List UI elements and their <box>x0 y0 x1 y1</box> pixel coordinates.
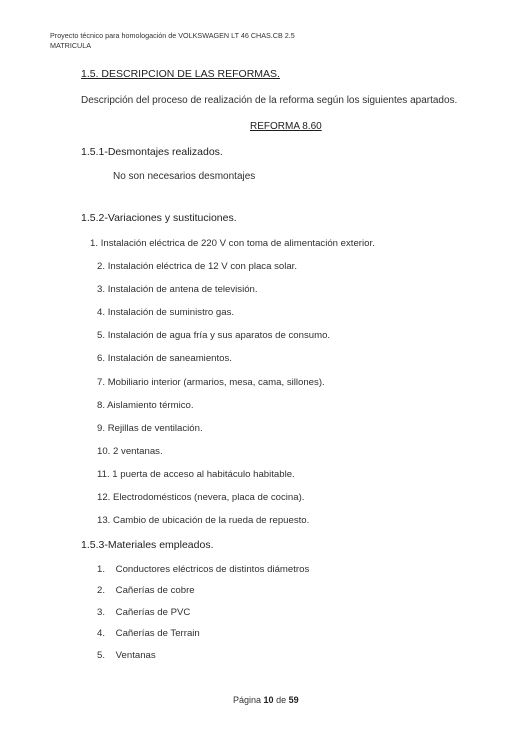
list-item <box>97 307 234 318</box>
list-item <box>97 469 295 480</box>
footer-total-pages: 59 <box>288 695 299 705</box>
list-item <box>97 564 309 575</box>
header-project-line: Proyecto técnico para homologación de VOLKSWAGEN LT 46 CHAS.CB 2.5 <box>50 31 295 40</box>
list-item-number: 1. <box>97 564 106 575</box>
section-description: Descripción del proceso de realización de la reforma según los siguientes apartados. <box>81 95 458 106</box>
list-item-text: Electrodomésticos (nevera, placa de cocina). <box>113 492 305 503</box>
list-item-text: Instalación de saneamientos. <box>107 353 232 364</box>
list-item-text: Instalación de suministro gas. <box>107 307 235 318</box>
page-header <box>50 31 295 51</box>
list-item-number: 3. <box>97 607 106 618</box>
list-item-number: 8. <box>97 400 106 411</box>
list-item-number: 13. <box>97 515 111 526</box>
list-item-text: Instalación eléctrica de 220 V con toma de alimentación exterior. <box>100 238 375 249</box>
reforma-heading: REFORMA 8.60 <box>250 121 322 132</box>
list-item <box>97 261 297 272</box>
desmontajes-text: No son necesarios desmontajes <box>113 171 256 182</box>
list-item-number: 4. <box>97 628 106 639</box>
list-item-number: 5. <box>97 650 106 661</box>
list-item <box>97 400 194 411</box>
list-item-number: 2. <box>97 261 106 272</box>
desmontajes-heading: 1.5.1-Desmontajes realizados. <box>81 146 223 158</box>
list-item-number: 6. <box>97 353 106 364</box>
list-item <box>97 423 203 434</box>
list-item-number: 7. <box>97 377 106 388</box>
list-item <box>97 446 163 457</box>
list-item-number: 4. <box>97 307 106 318</box>
list-item-number: 10. <box>97 446 111 457</box>
variaciones-heading: 1.5.2-Variaciones y sustituciones. <box>81 212 237 224</box>
list-item-number: 2. <box>97 585 106 596</box>
list-item-text: Mobiliario interior (armarios, mesa, cama, sillones). <box>107 377 325 388</box>
list-item-number: 9. <box>97 423 106 434</box>
footer-prefix: Página <box>233 695 262 705</box>
list-item-number: 12. <box>97 492 111 503</box>
list-item <box>97 607 190 618</box>
page-footer <box>233 695 299 705</box>
list-item <box>97 330 330 341</box>
list-item-text: Aislamiento térmico. <box>107 400 194 411</box>
list-item-text: 2 ventanas. <box>113 446 163 457</box>
header-matricula-line: MATRICULA <box>50 41 91 50</box>
list-item <box>97 284 258 295</box>
list-item <box>97 492 304 503</box>
list-item <box>97 650 156 661</box>
list-item-number: 5. <box>97 330 106 341</box>
footer-middle: de <box>276 695 287 705</box>
list-item-text: Rejillas de ventilación. <box>107 423 203 434</box>
footer-current-page: 10 <box>263 695 274 705</box>
list-item-text: 1 puerta de acceso al habitáculo habitable. <box>112 469 295 480</box>
list-item <box>97 585 195 596</box>
list-item-text: Cañerías de Terrain <box>115 628 200 639</box>
list-item <box>90 238 375 249</box>
list-item-text: Cañerías de cobre <box>115 585 195 596</box>
list-item <box>97 628 200 639</box>
list-item-text: Cañerías de PVC <box>115 607 191 618</box>
list-item-number: 1. <box>90 238 99 249</box>
list-item-number: 3. <box>97 284 106 295</box>
list-item-text: Instalación de antena de televisión. <box>107 284 258 295</box>
list-item <box>97 377 325 388</box>
list-item-text: Instalación eléctrica de 12 V con placa solar. <box>107 261 298 272</box>
list-item-number: 11. <box>97 469 110 480</box>
list-item-text: Instalación de agua fría y sus aparatos de consumo. <box>107 330 331 341</box>
list-item <box>97 515 309 526</box>
section-title: 1.5. DESCRIPCION DE LAS REFORMAS. <box>81 68 280 80</box>
list-item-text: Conductores eléctricos de distintos diámetros <box>115 564 310 575</box>
list-item <box>97 353 232 364</box>
list-item-text: Ventanas <box>115 650 156 661</box>
materiales-heading: 1.5.3-Materiales empleados. <box>81 539 214 551</box>
list-item-text: Cambio de ubicación de la rueda de repuesto. <box>113 515 310 526</box>
